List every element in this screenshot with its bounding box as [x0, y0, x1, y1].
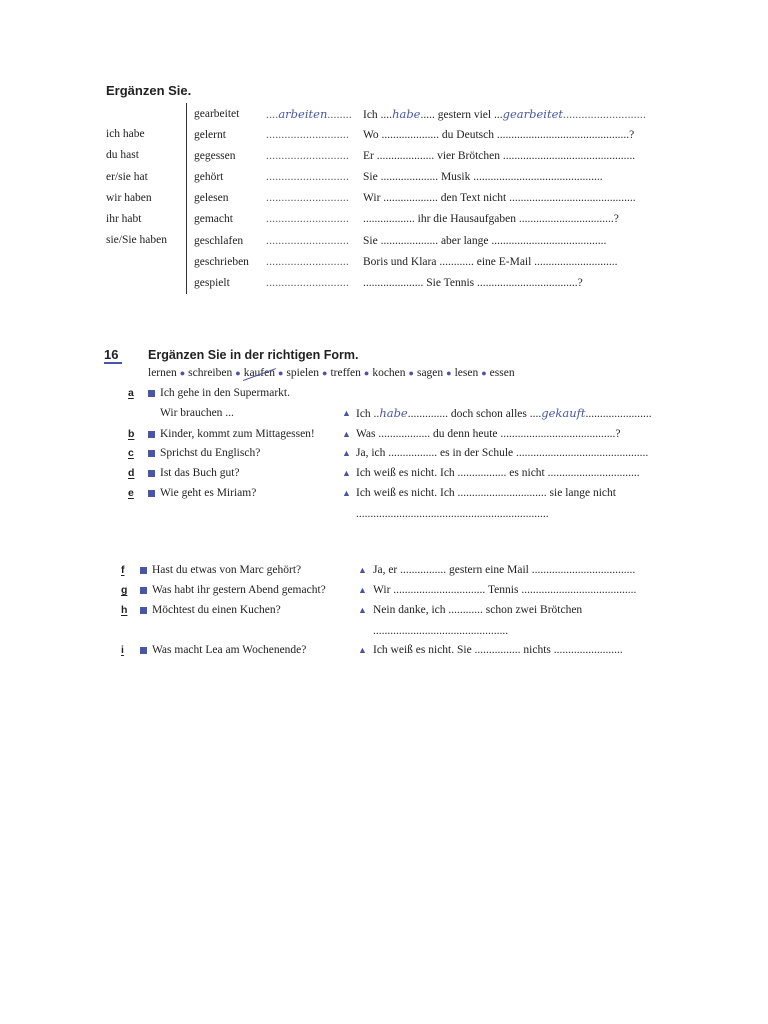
- infinitive-field[interactable]: ...........................: [266, 150, 350, 162]
- infinitive-field[interactable]: ...........................: [266, 129, 350, 141]
- triangle-icon: ▲: [342, 468, 351, 478]
- word-bank: [148, 367, 515, 379]
- square-icon: [148, 490, 155, 497]
- answer-field[interactable]: Was .................. du denn heute ........................................?: [356, 428, 621, 440]
- exercise-item-g: [0, 582, 768, 598]
- handwritten-infinitive: arbeiten: [278, 107, 328, 121]
- sentence-field[interactable]: Wir ................... den Text nicht ............................................: [363, 192, 636, 204]
- answer-field[interactable]: ...................................................................: [356, 508, 549, 520]
- infinitive-field[interactable]: ...........................: [266, 213, 350, 225]
- answer-field[interactable]: Ja, ich ................. es in der Schule ..............................................: [356, 447, 649, 459]
- square-icon: [148, 450, 155, 457]
- bullet-icon: ●: [408, 368, 414, 378]
- item-letter: h: [121, 604, 128, 616]
- column-divider: [186, 103, 187, 294]
- participle: gelernt: [194, 129, 226, 141]
- exercise-item-e-line2: [0, 506, 768, 522]
- exercise-item-h-line2: [0, 623, 768, 639]
- sentence-field[interactable]: Sie .................... aber lange ........................................: [363, 235, 607, 247]
- sentence-field[interactable]: Er .................... vier Brötchen ..............................................: [363, 150, 636, 162]
- triangle-icon: ▲: [358, 585, 367, 595]
- exercise-item-h: [0, 602, 768, 618]
- question-text: Hast du etwas von Marc gehört?: [152, 564, 302, 576]
- word-item: treffen: [330, 367, 361, 379]
- answer-field[interactable]: Nein danke, ich ............ schon zwei Brötchen: [373, 604, 583, 616]
- handwritten-answer: habe: [379, 406, 408, 420]
- item-letter: e: [128, 487, 134, 499]
- word-item: lernen: [148, 367, 177, 379]
- triangle-icon: ▲: [342, 429, 351, 439]
- word-item: essen: [489, 367, 515, 379]
- bullet-icon: ●: [363, 368, 370, 378]
- question-text: Wir brauchen ...: [160, 407, 234, 419]
- item-letter: a: [128, 387, 134, 399]
- triangle-icon: ▲: [358, 605, 367, 615]
- infinitive-field[interactable]: ...........................: [266, 235, 350, 247]
- pronoun-ihr: ihr habt: [106, 213, 142, 226]
- answer-field[interactable]: ...............................................: [373, 625, 509, 637]
- exercise-item-i: [0, 642, 768, 658]
- exercise-item-f: [0, 562, 768, 578]
- answer-field[interactable]: Ich weiß es nicht. Ich ................. es nicht ................................: [356, 467, 640, 479]
- exercise-item-a: [0, 385, 768, 401]
- word-item: sagen: [416, 367, 444, 379]
- triangle-icon: ▲: [358, 645, 367, 655]
- handwritten-answer: habe: [392, 107, 421, 121]
- infinitive-field[interactable]: ...........................: [266, 171, 350, 183]
- participle: gegessen: [194, 150, 236, 162]
- answer-field[interactable]: Wir ................................ Tennis ........................................: [373, 584, 637, 596]
- bullet-icon: ●: [277, 368, 284, 378]
- exercise-item-e: [0, 485, 768, 501]
- answer-field[interactable]: Ich ..habe.............. doch schon alles ....gekauft.......................: [356, 406, 652, 420]
- bullet-icon: ●: [179, 368, 186, 378]
- exercise-item-c: [0, 445, 768, 461]
- pronoun-er-sie: er/sie hat: [106, 170, 148, 183]
- sentence-field[interactable]: Ich ....habe..... gestern viel ...gearbeitet...........................: [363, 107, 647, 121]
- question-text: Möchtest du einen Kuchen?: [152, 604, 281, 616]
- infinitive-field[interactable]: ....arbeiten........: [266, 107, 352, 121]
- bullet-icon: ●: [481, 368, 487, 378]
- question-text: Was macht Lea am Wochenende?: [152, 644, 307, 656]
- question-text: Kinder, kommt zum Mittagessen!: [160, 428, 315, 440]
- participle: gehört: [194, 171, 224, 183]
- question-text: Sprichst du Englisch?: [160, 447, 261, 459]
- exercise-item-d: [0, 465, 768, 481]
- item-letter: g: [121, 584, 128, 596]
- item-letter: i: [121, 644, 124, 656]
- exercise-item-b: [0, 426, 768, 442]
- sentence-field[interactable]: ..................... Sie Tennis ...................................?: [363, 277, 583, 289]
- participle: gespielt: [194, 277, 230, 289]
- bullet-icon: ●: [235, 368, 241, 378]
- answer-field[interactable]: Ich weiß es nicht. Sie ................ nichts ........................: [373, 644, 623, 656]
- section1-title: Ergänzen Sie.: [106, 83, 192, 98]
- question-text: Ist das Buch gut?: [160, 467, 240, 479]
- sentence-field[interactable]: .................. ihr die Hausaufgaben .................................?: [363, 213, 619, 225]
- item-letter: f: [121, 564, 125, 576]
- square-icon: [140, 647, 147, 654]
- pronoun-wir: wir haben: [106, 191, 152, 204]
- triangle-icon: ▲: [342, 488, 351, 498]
- square-icon: [148, 431, 155, 438]
- word-item-struck: kaufen: [243, 367, 275, 379]
- pronoun-sie-Sie: sie/Sie haben: [106, 234, 167, 247]
- infinitive-field[interactable]: ...........................: [266, 256, 350, 268]
- square-icon: [140, 587, 147, 594]
- word-item: schreiben: [188, 367, 233, 379]
- triangle-icon: ▲: [342, 448, 351, 458]
- item-letter: d: [128, 467, 135, 479]
- exercise-number: 16: [104, 347, 122, 364]
- sentence-field[interactable]: Boris und Klara ............ eine E-Mail .............................: [363, 256, 618, 268]
- word-item: kochen: [372, 367, 406, 379]
- infinitive-field[interactable]: ...........................: [266, 192, 350, 204]
- triangle-icon: ▲: [358, 565, 367, 575]
- square-icon: [148, 470, 155, 477]
- bullet-icon: ●: [322, 368, 328, 378]
- item-letter: c: [128, 447, 134, 459]
- handwritten-answer: gekauft: [541, 406, 586, 420]
- bullet-icon: ●: [446, 368, 452, 378]
- item-letter: b: [128, 428, 135, 440]
- question-text: Was habt ihr gestern Abend gemacht?: [152, 584, 326, 596]
- question-text: Wie geht es Miriam?: [160, 487, 257, 499]
- participle: geschlafen: [194, 235, 244, 247]
- pronoun-ich: ich habe: [106, 128, 145, 140]
- participle: gelesen: [194, 192, 229, 204]
- sentence-field[interactable]: Wo .................... du Deutsch ..............................................?: [363, 129, 635, 141]
- section2-title: Ergänzen Sie in der richtigen Form.: [148, 348, 359, 362]
- participle: geschrieben: [194, 256, 249, 268]
- infinitive-field[interactable]: ...........................: [266, 277, 350, 289]
- word-item: lesen: [454, 367, 479, 379]
- pronoun-du: du hast: [106, 149, 139, 162]
- triangle-icon: ▲: [342, 408, 351, 418]
- word-item: spielen: [286, 367, 319, 379]
- answer-field[interactable]: Ja, er ................ gestern eine Mail ....................................: [373, 564, 636, 576]
- square-icon: [140, 567, 147, 574]
- exercise-item-a-line2: [0, 405, 768, 421]
- pronoun-column: [106, 127, 167, 255]
- participle: gearbeitet: [194, 108, 240, 120]
- answer-field[interactable]: Ich weiß es nicht. Ich ............................... sie lange nicht: [356, 487, 616, 499]
- question-text: Ich gehe in den Supermarkt.: [160, 387, 290, 399]
- participle: gemacht: [194, 213, 233, 225]
- handwritten-answer: gearbeitet: [502, 107, 563, 121]
- square-icon: [140, 607, 147, 614]
- sentence-field[interactable]: Sie .................... Musik .............................................: [363, 171, 603, 183]
- square-icon: [148, 390, 155, 397]
